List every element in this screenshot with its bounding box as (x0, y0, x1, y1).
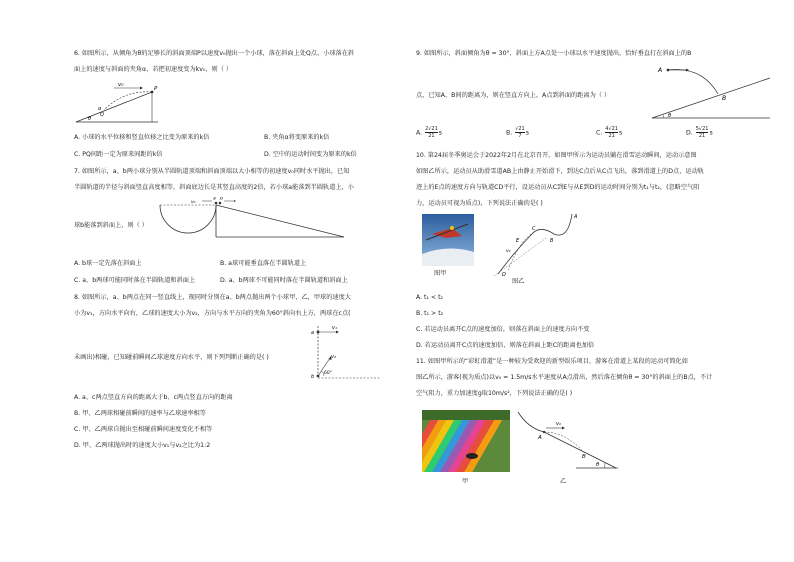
q10-stem-line2: 如图乙所示，运动员从助滑雪道AB上由静止开始滑下，到达C点后从C点飞出，落到滑道上的D点，运动轨 (416, 168, 704, 175)
q9-option-c-unit: s (619, 129, 623, 137)
q10-fig-v0: v₀ (506, 249, 511, 254)
q11-fig-a: A (538, 435, 542, 441)
q9-option-b (506, 126, 529, 139)
q9-option-c (596, 126, 622, 139)
q8-fig-b: b (311, 374, 315, 380)
q10-stem-line3: 迹上的E点的速度方向与轨道CD平行，设运动员从C到E与从E到D的运动时间分别为t₁与t₂，(忽略空气阻 (416, 184, 700, 191)
q7-option-d: D. a、b两球不可能同时落在半圆轨道和斜面上 (220, 277, 348, 284)
q7-fig-a: a (213, 197, 216, 202)
q9-stem-line2: 点，已知A、B间的距离为，则在竖直方向上，A点到斜面的距离为（ ） (416, 92, 611, 99)
q7-fig-v0: v₀ (191, 200, 196, 205)
q8-fig-angle: 60° (324, 371, 332, 376)
q11-stem-line1: 11. 如图甲所示的“彩虹滑道”是一种较为受欢迎的新型娱乐项目，游客在滑道上某段的运动可简化如 (416, 358, 688, 365)
q11-stem-line3: 空气阻力，重力加速度g取10m/s²，下列说法正确的是( ) (416, 390, 573, 397)
q10-photo-ski-jumper (422, 214, 474, 266)
q8-fig-a: a (311, 330, 315, 336)
q7-stem-line3: 球b能落到斜面上，则（ ） (74, 222, 148, 229)
q9-option-c-den: 21 (608, 133, 615, 139)
q9-option-a-den: 21 (428, 133, 435, 139)
q9-option-d-unit: s (709, 129, 713, 137)
q10-fig-c: C (532, 226, 536, 232)
q8-option-d: D. 甲、乙两球抛出时的速度大小v₁与v₂之比为1:2 (74, 442, 211, 449)
q8-fig-v2: v₂ (331, 354, 336, 360)
q10-figure-trajectory (490, 210, 580, 278)
q7-stem-line2: 半圆轨道的半径与斜面竖直高度相等，斜面底边长是其竖直高度的2倍，若小球a能落到半圆轨道上，小 (74, 184, 354, 191)
q8-fig-v1: v₁ (332, 325, 337, 331)
q6-option-c: C. PQ间距一定为原来间距的k倍 (74, 151, 163, 158)
q10-fig-d: D (502, 272, 506, 278)
q11-fig-b: B (582, 454, 586, 460)
q9-option-d-den: 21 (698, 133, 706, 139)
q9-option-d-num: 5√21 (695, 126, 709, 132)
q6-fig-theta: θ (88, 116, 92, 122)
q9-option-a-num: 2√21 (425, 126, 438, 132)
q10-caption-jia: 图甲 (434, 270, 447, 277)
q7-option-c: C. a、b两球可能同时落在半圆轨道和斜面上 (74, 277, 196, 284)
q6-fig-q: Q (100, 112, 104, 118)
q9-option-b-den: 7 (518, 133, 522, 139)
q6-option-d: D. 空中的运动时间变为原来的k倍 (264, 151, 357, 158)
q11-figure (516, 408, 620, 472)
q8-stem-line3: 未画出)相碰，已知碰前瞬间乙球速度方向水平，则下列判断正确的是( ) (74, 354, 269, 361)
q8-stem-line2: 小为v₁，方向水平向右，乙球的速度大小为v₂，方向与水平方向的夹角为60°斜向右上方，两球在c点( (74, 310, 351, 317)
q9-option-c-label: C. (596, 129, 603, 137)
q10-fig-a: A (574, 214, 578, 220)
q6-fig-v0: v₀ (118, 82, 124, 88)
q10-option-c: C. 若运动员离开C点的速度加倍，则落在斜面上的速度方向不变 (416, 326, 590, 333)
q9-option-a-unit: s (438, 129, 443, 137)
q10-caption-yi: 图乙 (512, 278, 525, 285)
q11-caption-jia: 甲 (462, 478, 469, 485)
q10-stem-line4: 力，运动员可视为质点)，下列说法正确的是( ) (416, 200, 543, 207)
q7-stem-line1: 7. 如图所示，a、b两小球分别从半圆轨道顶端和斜面顶端以大小相等的初速度v₀同时水平抛出，已知 (74, 168, 350, 175)
q6-option-b: B. 夹角α将变原来的k倍 (264, 134, 330, 141)
q10-option-d: D. 若运动员离开C点的速度加倍，则落在斜面上距C的距离也加倍 (416, 342, 595, 349)
q8-option-b: B. 甲、乙两球相碰前瞬间的速率与乙球速率相等 (74, 410, 206, 417)
q6-stem-line2: 面上的速度与斜面的夹角α，若把初速度变为kv₀，则（ ） (74, 66, 233, 73)
q7-fig-b: b (220, 197, 223, 202)
q11-photo-rainbow-slide (422, 410, 510, 472)
q11-fig-theta: θ (596, 462, 600, 468)
q10-option-b: B. t₁ > t₂ (416, 310, 444, 317)
q9-option-a (416, 126, 442, 139)
q6-fig-alpha: α (98, 106, 102, 112)
q9-option-d (686, 126, 713, 139)
q9-option-c-num: 4√21 (605, 126, 618, 132)
q9-fig-a: A (658, 67, 663, 74)
q7-option-a: A. b球一定先落在斜面上 (74, 260, 142, 267)
q10-stem-line1: 10. 第24届冬季奥运会于2022年2月在北京召开，如图甲所示为运动员躺在滑雪运动瞬间，运动示意图 (416, 152, 697, 159)
q11-fig-v0: v₀ (556, 421, 561, 427)
q8-option-c: C. 甲、乙两球自抛出至相碰前瞬间速度变化不相等 (74, 426, 213, 433)
q9-option-a-label: A. (416, 129, 423, 137)
q9-option-d-label: D. (686, 129, 693, 137)
q8-option-a: A. a、c两点竖直方向的距离大于b、c两点竖直方向的距离 (74, 394, 233, 401)
q6-stem-line1: 6. 如图所示，从倾角为θ的足够长的斜面顶端P以速度v₀抛出一个小球，落在斜面上处Q点，小球落在斜 (74, 50, 355, 57)
q9-option-b-num: √21 (515, 126, 525, 132)
q10-option-a: A. t₁ < t₂ (416, 294, 443, 301)
q9-option-b-label: B. (506, 129, 513, 137)
q8-stem-line1: 8. 如图所示，a、b两点在同一竖直线上，现同时分别在a、b两点抛出两个小球甲、乙，甲球的速度大 (74, 294, 351, 301)
q7-option-b: B. a球可能垂直落在半圆轨道上 (220, 260, 307, 267)
q9-figure (646, 60, 772, 122)
q10-fig-e: E (516, 238, 520, 244)
q9-fig-theta: θ (668, 113, 672, 119)
q6-figure (74, 80, 164, 128)
q10-fig-b: B (550, 238, 554, 244)
q11-stem-line2: 图乙所示，游客(视为质点)以v₀ = 1.5m/s水平速度从A点滑出，然后落在倾角θ = 30°的斜面上的B点，不计 (416, 374, 713, 381)
q6-fig-p: P (154, 86, 158, 92)
q9-stem-line1: 9. 如图所示，斜面倾角为θ = 30°，斜面上方A点处一小球以水平速度抛出，恰好垂直打在斜面上的B (416, 50, 692, 57)
q9-fig-b: B (722, 95, 727, 102)
q6-option-a: A. 小球的水平位移和竖直位移之比变为原来的k倍 (74, 134, 210, 141)
q11-caption-yi: 乙 (560, 478, 567, 485)
q9-option-b-unit: s (525, 129, 529, 137)
